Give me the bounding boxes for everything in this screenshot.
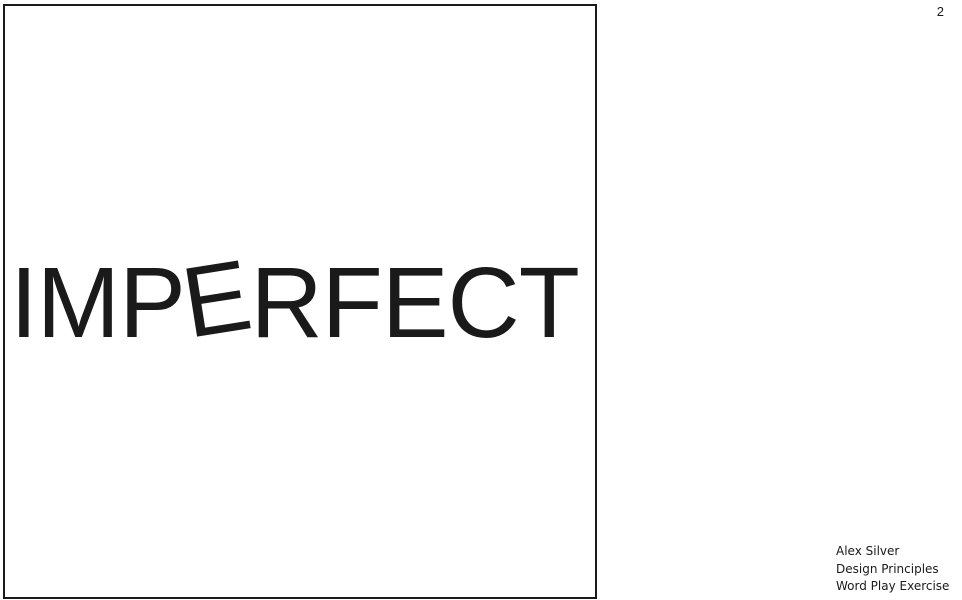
- letter-e-tilted: E: [174, 238, 258, 360]
- letter-e: E: [381, 247, 448, 359]
- letter-m: M: [36, 247, 120, 359]
- letter-i: I: [10, 247, 37, 359]
- letter-p: P: [119, 247, 185, 359]
- page-number: 2: [936, 4, 944, 19]
- assignment-name: Word Play Exercise: [836, 579, 950, 593]
- letter-c: C: [447, 247, 519, 359]
- course-name: Design Principles: [836, 561, 939, 576]
- letter-t: T: [518, 247, 579, 359]
- author-name: Alex Silver: [836, 544, 900, 558]
- letter-r: R: [250, 247, 322, 359]
- letter-f: F: [321, 247, 382, 359]
- credits-block: [836, 543, 949, 596]
- imperfect-wordmark: [10, 238, 590, 360]
